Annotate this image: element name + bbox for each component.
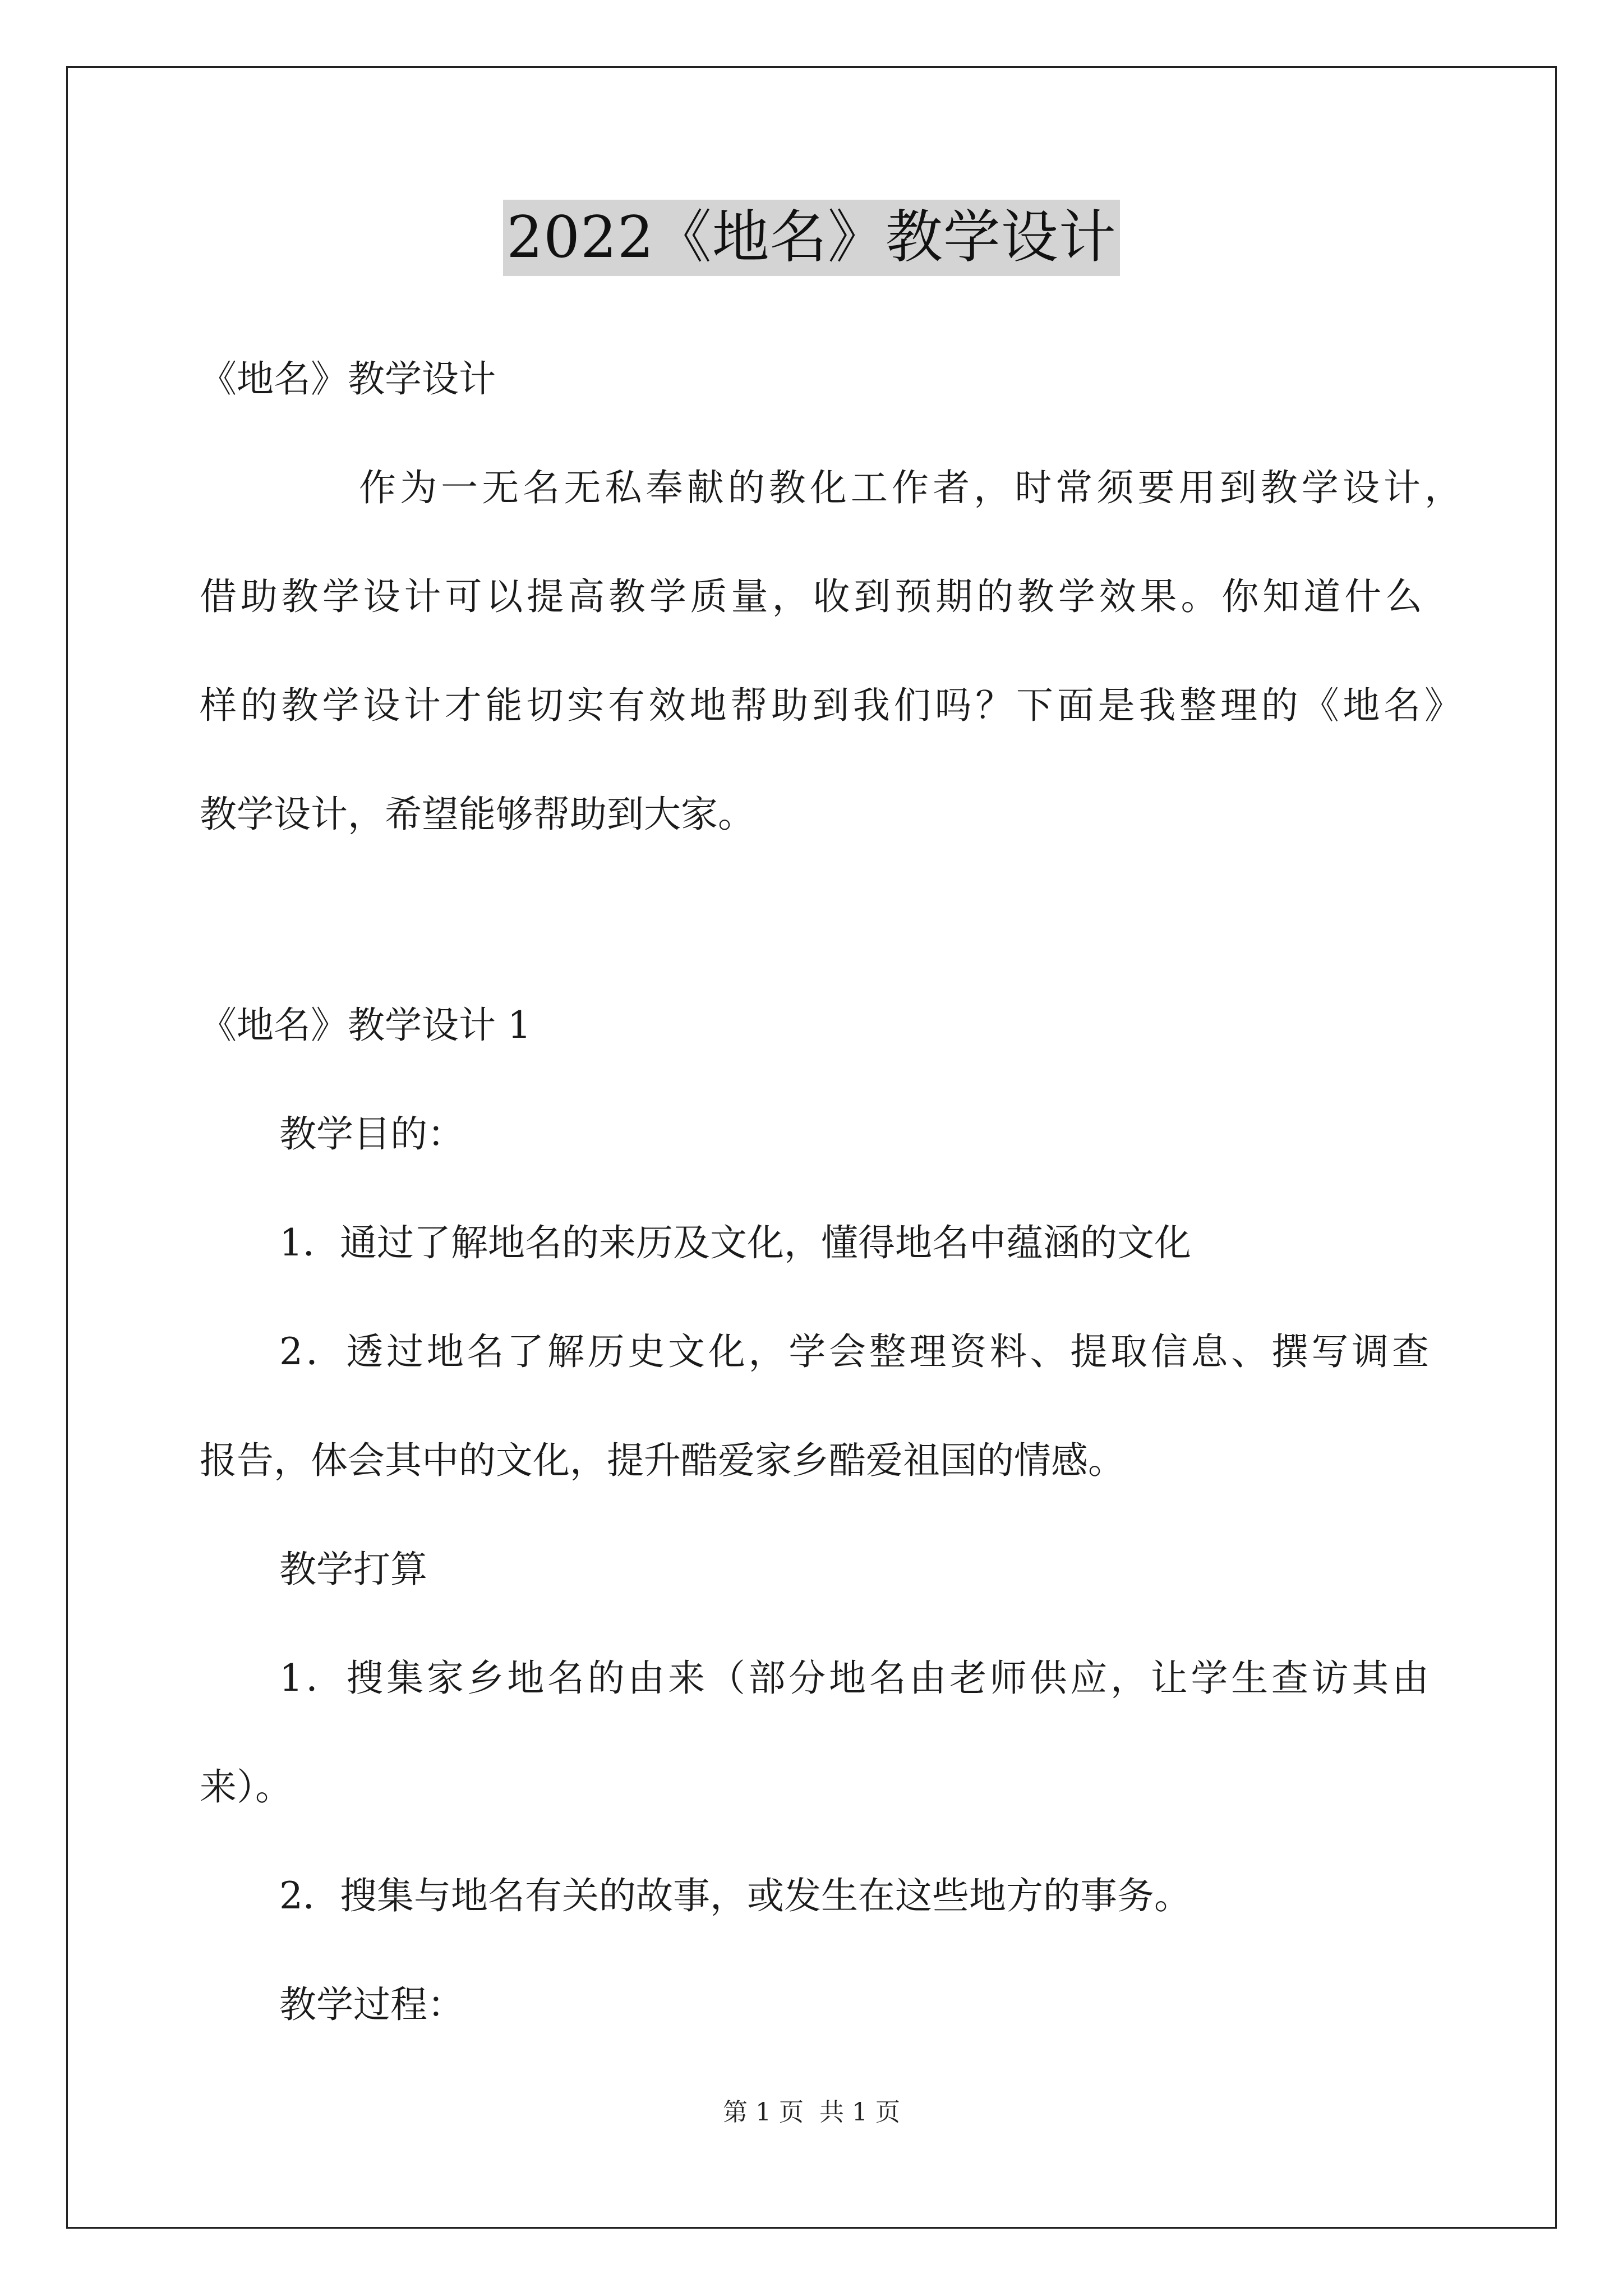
section-heading: 《地名》教学设计 1 (200, 1004, 531, 1047)
intro-line-4: 教学设计，希望能够帮助到大家。 (200, 793, 755, 836)
goal-item-1: 1．通过了解地名的来历及文化，懂得地名中蕴涵的文化 (279, 1221, 1191, 1264)
prep-item-1-line-1: 1．搜集家乡地名的由来（部分地名由老师供应，让学生查访其由 (279, 1657, 1429, 1700)
prep-item-1-line-2: 来）。 (200, 1765, 292, 1809)
page-footer (0, 2097, 1623, 2128)
prep-item-2: 2．搜集与地名有关的故事，或发生在这些地方的事务。 (279, 1874, 1191, 1917)
page-number: 第 1 页 (723, 2098, 804, 2127)
intro-line-3: 样的教学设计才能切实有效地帮助到我们吗？下面是我整理的《地名》 (200, 684, 1461, 727)
intro-line-1: 作为一无名无私奉献的教化工作者，时常须要用到教学设计， (359, 466, 1461, 509)
goal-item-2-line-1: 2．透过地名了解历史文化，学会整理资料、提取信息、撰写调查 (279, 1330, 1429, 1373)
title-container (0, 200, 1623, 276)
process-heading: 教学过程： (279, 1983, 464, 2026)
intro-line-2: 借助教学设计可以提高教学质量，收到预期的教学效果。你知道什么 (200, 575, 1422, 618)
prep-heading: 教学打算 (279, 1548, 427, 1591)
document-title: 2022《地名》教学设计 (503, 200, 1120, 276)
goal-heading: 教学目的： (279, 1112, 464, 1156)
goal-item-2-line-2: 报告，体会其中的文化，提升酷爱家乡酷爱祖国的情感。 (200, 1439, 1125, 1482)
subtitle: 《地名》教学设计 (200, 357, 496, 401)
page-total: 共 1 页 (819, 2098, 900, 2127)
